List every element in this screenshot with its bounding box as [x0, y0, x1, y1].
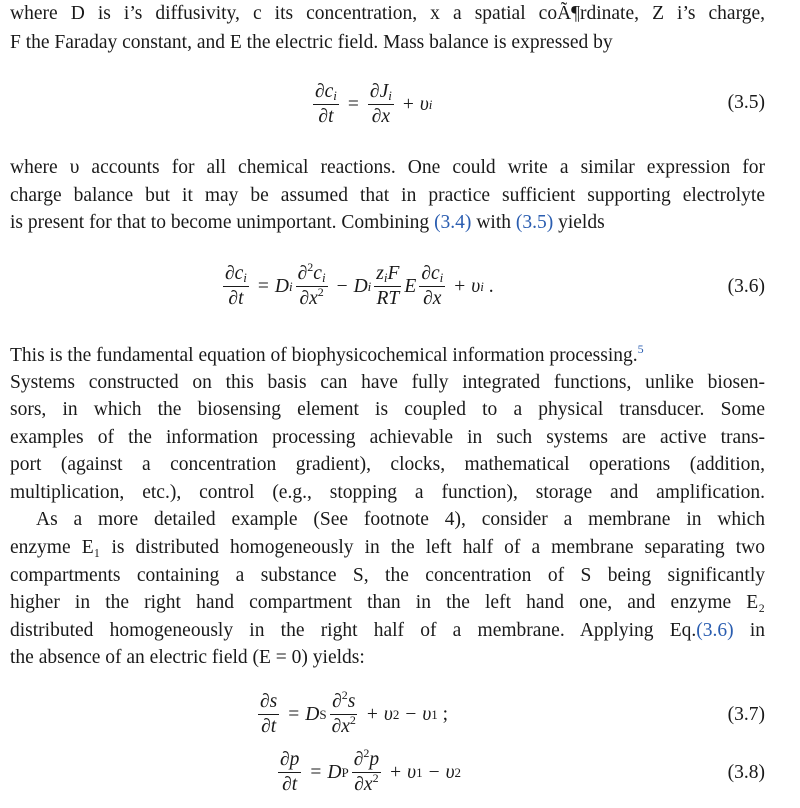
equation-number: (3.5) — [727, 92, 765, 113]
text-fragment: This is the fundamental equation of biophysicochemical information processing. — [10, 345, 638, 366]
text-fragment: distributed homogeneously in the right half of a membrane. Applying Eq. — [10, 620, 697, 641]
equation-3-5: $\frac{\partial c_i}{\partial t}$ = $\frac{\partial J_i}{\partial x}$ + υ i (3.5) — [315, 81, 765, 128]
equation-link-3-5[interactable]: (3.5) — [515, 212, 554, 233]
equation-link-3-6[interactable]: (3.6) — [696, 620, 734, 641]
text-line-12: As a more detailed example (See footnote 4), consider a membrane in which — [36, 509, 765, 530]
text-line-16 — [10, 618, 765, 644]
text-line-6 — [10, 343, 765, 369]
text-line-2: F the Faraday constant, and E the electric field. Mass balance is expressed by — [10, 32, 613, 53]
equation-number: (3.6) — [727, 276, 765, 297]
text-line-4: charge balance but it may be assumed that in practice sufficient supporting electrolyte — [10, 185, 765, 206]
equation-3-6: $\frac{\partial c_i}{\partial t}$ = D i $\frac{\partial^2c_i}{\partial x^2}$ − D i $\frac{z_iF}{RT}$ E $\frac{\partial c_i}{\partial x}$ + υ i . (3.6) — [225, 260, 765, 310]
text-line-17: the absence of an electric field (E = 0) yields: — [10, 647, 365, 668]
text-fragment: with — [476, 212, 511, 233]
text-line-3: where υ accounts for all chemical reactions. One could write a similar expression for — [10, 157, 765, 178]
footnote-link-5[interactable]: 5 — [637, 342, 644, 356]
equation-3-7: $\frac{\partial s}{\partial t}$ = D S $\frac{\partial^2s}{\partial x^2}$ + υ 2 − υ 1 ; (3.7) — [260, 688, 765, 738]
text-line-5 — [10, 210, 765, 236]
text-line-9: examples of the information processing achievable in such systems are active trans- — [10, 427, 765, 448]
text-line-8: sors, in which the biosensing element is coupled to a physical transducer. Some — [10, 399, 765, 420]
equation-link-3-4[interactable]: (3.4) — [434, 212, 472, 233]
text-fragment: is present for that to become unimportant. Combining — [10, 212, 430, 233]
equation-number: (3.7) — [727, 704, 765, 725]
text-line-13: enzyme E₁ is distributed homogeneously in the left half of a membrane separating two — [10, 537, 765, 558]
text-line-1: where D is i’s diffusivity, c its concentration, x a spatial coÃ¶rdinate, Z i’s charge, — [10, 3, 765, 24]
text-fragment: yields — [558, 212, 605, 233]
text-fragment: in — [749, 620, 765, 641]
text-line-7: Systems constructed on this basis can have fully integrated functions, unlike biosen- — [10, 372, 765, 393]
equation-3-8: $\frac{\partial p}{\partial t}$ = D P $\frac{\partial^2p}{\partial x^2}$ + υ 1 − υ 2 (3.8) — [280, 746, 765, 796]
text-line-14: compartments containing a substance S, the concentration of S being significantly — [10, 565, 765, 586]
text-line-15: higher in the right hand compartment than in the left hand one, and enzyme E₂ — [10, 592, 765, 613]
text-line-11: multiplication, etc.), control (e.g., stopping a function), storage and amplification. — [10, 482, 765, 503]
text-line-10: port (against a concentration gradient), clocks, mathematical operations (addition, — [10, 454, 765, 475]
equation-number: (3.8) — [727, 762, 765, 783]
